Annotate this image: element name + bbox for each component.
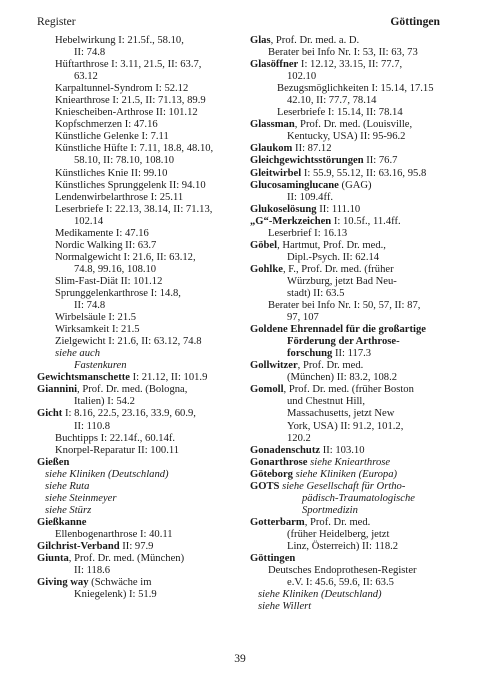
index-text: Knorpel-Reparatur II: 100.11 (55, 444, 180, 456)
index-line (37, 47, 242, 59)
index-line (37, 204, 242, 216)
index-line (250, 59, 450, 71)
index-line (37, 324, 242, 336)
index-line (250, 204, 450, 216)
index-line (250, 565, 450, 577)
index-line (250, 264, 450, 276)
index-line (37, 517, 242, 529)
index-term: Gilchrist-Verband (37, 540, 120, 552)
index-reference: siehe auch (55, 348, 101, 360)
index-text: Berater bei Info Nr. I: 53, II: 63, 73 (268, 47, 418, 59)
index-text: 102.10 (287, 71, 317, 83)
index-text: I: 21.12, II: 101.9 (129, 372, 208, 384)
index-text: , F., Prof. Dr. med. (früher (282, 263, 394, 275)
index-line (37, 421, 242, 433)
index-line (37, 180, 242, 192)
index-term: Glassman (250, 119, 295, 131)
index-text: Hebelwirkung I: 21.5f., 58.10, (55, 35, 184, 46)
index-text: (München) II: 83.2, 108.2 (287, 372, 398, 384)
index-text: Massachusetts, jetzt New (287, 408, 395, 420)
index-text: II: 118.6 (74, 565, 111, 577)
index-text: , Hartmut, Prof. Dr. med., (277, 239, 386, 251)
index-term: Gollwitzer (250, 360, 298, 372)
index-text: II: 117.3 (332, 348, 372, 360)
index-line (37, 143, 242, 155)
index-term: Glucosaminglucane (250, 179, 339, 191)
index-line (250, 457, 450, 469)
index-text: Hüftarthrose I: 3.11, 21.5, II: 63.7, (55, 59, 202, 71)
index-term: Gonarthrose (250, 456, 308, 468)
index-line (250, 493, 450, 505)
index-line (37, 240, 242, 252)
index-term: Gomoll (250, 384, 284, 396)
index-text: II: 87.12 (292, 143, 332, 155)
index-term: Förderung der Arthrose- (287, 336, 400, 348)
index-term: forschung (287, 348, 333, 360)
index-text: 58.10, II: 78.10, 108.10 (74, 155, 175, 167)
index-term: Gleichgewichtsstörungen (250, 155, 364, 167)
index-text: , Prof. Dr. med. (Louisville, (294, 119, 413, 131)
index-line (37, 529, 242, 541)
index-text: 42.10, II: 77.7, 78.14 (287, 95, 377, 107)
index-text: Buchtipps I: 22.14f., 60.14f. (55, 432, 176, 444)
index-term: Gießkanne (37, 516, 87, 528)
index-text: Künstliches Knie II: 99.10 (55, 167, 168, 179)
index-term: Giunta (37, 553, 69, 565)
index-term: Glukoselösung (250, 203, 317, 215)
index-line (250, 276, 450, 288)
index-line (250, 372, 450, 384)
index-term: Gohlke (250, 263, 283, 275)
index-text: II: 110.8 (74, 420, 111, 432)
index-term: Göttingen (250, 553, 296, 565)
index-text: Deutsches Endoprothesen-Register (268, 565, 417, 577)
index-line (37, 445, 242, 457)
index-text: Nordic Walking II: 63.7 (55, 239, 157, 251)
index-line (37, 119, 242, 131)
index-line (37, 457, 242, 469)
index-line (37, 565, 242, 577)
index-line (250, 180, 450, 192)
index-term: „G“-Merkzeichen (250, 215, 332, 227)
index-line (250, 216, 450, 228)
index-text: Medikamente I: 47.16 (55, 227, 149, 239)
index-text: 97, 107 (287, 312, 319, 324)
index-line (250, 541, 450, 553)
index-line (37, 433, 242, 445)
index-line (250, 107, 450, 119)
index-text: Künstliche Hüfte I: 7.11, 18.8, 48.10, (55, 143, 214, 155)
index-text: II: 74.8 (74, 47, 106, 59)
index-line (250, 71, 450, 83)
index-text: II: 111.10 (316, 203, 361, 215)
index-text: (früher Heidelberg, jetzt (287, 528, 390, 540)
index-line (250, 83, 450, 95)
index-term: Göteborg (250, 468, 293, 480)
index-term: Gleitwirbel (250, 167, 302, 179)
index-term: Gießen (37, 456, 70, 468)
index-text: II: 103.10 (320, 444, 365, 456)
index-text: , Prof. Dr. med. (München) (68, 553, 185, 565)
index-line (37, 131, 242, 143)
index-text: Ellenbogenarthrose I: 40.11 (55, 528, 173, 540)
index-text: 102.14 (74, 215, 104, 227)
index-text: Zielgewicht I: 21.6, II: 63.12, 74.8 (55, 336, 202, 348)
index-term: Gotterbarm (250, 516, 305, 528)
index-text: York, USA) II: 91.2, 101.2, (287, 420, 404, 432)
index-line (37, 505, 242, 517)
index-line (250, 529, 450, 541)
index-line (250, 131, 450, 143)
index-line (37, 360, 242, 372)
index-line (250, 589, 450, 601)
index-text: Linz, Österreich) II: 118.2 (287, 540, 399, 552)
index-text: II: 97.9 (119, 540, 154, 552)
index-line (37, 553, 242, 565)
index-line (37, 107, 242, 119)
index-line (37, 577, 242, 589)
index-text: Leserbriefe I: 15.14, II: 78.14 (277, 107, 403, 119)
index-term: Glasöffner (250, 59, 299, 71)
index-term: Goldene Ehrennadel für die großartige (250, 324, 426, 336)
index-line (250, 577, 450, 589)
index-line (250, 445, 450, 457)
index-text: Slim-Fast-Diät II: 101.12 (55, 275, 163, 287)
index-text: Kniescheiben-Arthrose II: 101.12 (55, 107, 198, 119)
index-line (37, 493, 242, 505)
index-line (37, 408, 242, 420)
index-text: I: 8.16, 22.5, 23.16, 33.9, 60.9, (62, 408, 196, 420)
index-reference: siehe Kliniken (Deutschland) (258, 589, 382, 601)
index-column-left (37, 35, 242, 601)
index-text: 63.12 (74, 71, 98, 83)
index-text: I: 10.5f., 11.4ff. (331, 215, 401, 227)
index-text: Italien) I: 54.2 (74, 396, 135, 408)
index-reference: siehe Kliniken (Deutschland) (45, 468, 169, 480)
index-line (250, 252, 450, 264)
index-line (250, 601, 450, 613)
index-line (37, 155, 242, 167)
index-line (250, 35, 450, 47)
index-term: Gonadenschutz (250, 444, 321, 456)
index-term: Giannini (37, 384, 78, 396)
index-line (250, 143, 450, 155)
index-line (250, 324, 450, 336)
index-text: II: 76.7 (363, 155, 398, 167)
index-term: Glas (250, 35, 271, 46)
index-line (37, 589, 242, 601)
index-line (37, 83, 242, 95)
index-line (37, 71, 242, 83)
index-line (37, 276, 242, 288)
index-text: e.V. I: 45.6, 59.6, II: 63.5 (287, 577, 394, 589)
index-line (37, 348, 242, 360)
index-line (37, 469, 242, 481)
index-line (250, 384, 450, 396)
index-line (37, 192, 242, 204)
index-reference: siehe Stürz (45, 504, 92, 516)
index-line (250, 505, 450, 517)
index-line (250, 300, 450, 312)
index-line (250, 240, 450, 252)
index-line (250, 119, 450, 131)
index-text: Normalgewicht I: 21.6, II: 63.12, (55, 251, 196, 263)
index-text: , Prof. Dr. med. (Bologna, (77, 384, 188, 396)
index-line (250, 95, 450, 107)
index-line (250, 336, 450, 348)
index-text: (Schwäche im (88, 577, 152, 589)
index-line (37, 336, 242, 348)
index-line (250, 408, 450, 420)
index-line (250, 348, 450, 360)
index-text: 120.2 (287, 432, 311, 444)
index-line (37, 168, 242, 180)
index-text: Wirbelsäule I: 21.5 (55, 312, 137, 324)
index-line (250, 481, 450, 493)
index-text: Berater bei Info Nr. I: 50, 57, II: 87, (268, 300, 421, 312)
index-text: 74.8, 99.16, 108.10 (74, 263, 157, 275)
index-line (37, 264, 242, 276)
index-term: Göbel (250, 239, 278, 251)
index-reference: siehe Ruta (45, 480, 90, 492)
running-header (37, 14, 440, 30)
index-line (37, 252, 242, 264)
index-column-right (250, 35, 450, 613)
index-text: Lendenwirbelarthrose I: 25.11 (55, 191, 184, 203)
index-term: Gicht (37, 408, 63, 420)
index-text: II: 109.4ff. (287, 191, 333, 203)
index-line (37, 95, 242, 107)
index-reference: siehe Gesellschaft für Ortho- (279, 480, 406, 492)
index-text: (GAG) (338, 179, 372, 191)
index-text: , Prof. Dr. med. (früher Boston (283, 384, 414, 396)
index-text: Würzburg, jetzt Bad Neu- (287, 275, 397, 287)
index-line (37, 396, 242, 408)
index-reference: pädisch-Traumatologische (302, 492, 415, 504)
index-term: GOTS (250, 480, 280, 492)
index-line (37, 35, 242, 47)
index-line (37, 228, 242, 240)
index-line (37, 216, 242, 228)
index-line (37, 541, 242, 553)
index-reference: siehe Kliniken (Europa) (292, 468, 398, 480)
index-line (37, 372, 242, 384)
index-line (37, 481, 242, 493)
index-reference: siehe Willert (258, 601, 312, 613)
index-line (37, 59, 242, 71)
index-text: Leserbrief I: 16.13 (268, 227, 348, 239)
index-reference: Sportmedizin (302, 504, 358, 516)
index-text: , Prof. Dr. med. a. D. (270, 35, 360, 46)
index-line (250, 312, 450, 324)
index-text: Künstliches Sprunggelenk II: 94.10 (55, 179, 206, 191)
index-text: , Prof. Dr. med. (297, 360, 364, 372)
header-left: Register (37, 15, 76, 28)
index-line (37, 384, 242, 396)
index-line (250, 360, 450, 372)
index-reference: siehe Steinmeyer (45, 492, 117, 504)
index-line (250, 433, 450, 445)
index-text: II: 74.8 (74, 300, 106, 312)
index-line (37, 312, 242, 324)
index-line (250, 168, 450, 180)
index-line (250, 553, 450, 565)
index-term: Glaukom (250, 143, 293, 155)
index-line (250, 469, 450, 481)
index-line (250, 517, 450, 529)
index-text: Kniegelenk) I: 51.9 (74, 589, 157, 601)
index-line (37, 300, 242, 312)
index-line (250, 155, 450, 167)
index-text: I: 55.9, 55.12, II: 63.16, 95.8 (301, 167, 427, 179)
index-line (37, 288, 242, 300)
index-text: Leserbriefe I: 22.13, 38.14, II: 71.13, (55, 203, 213, 215)
index-line (250, 288, 450, 300)
index-text: , Prof. Dr. med. (304, 516, 371, 528)
index-text: Dipl.-Psych. II: 62.14 (287, 251, 380, 263)
index-reference: Fastenkuren (74, 360, 127, 372)
index-text: Kentucky, USA) II: 95-96.2 (287, 131, 406, 143)
index-text: Kopfschmerzen I: 47.16 (55, 119, 158, 131)
index-text: Wirksamkeit I: 21.5 (55, 324, 140, 336)
index-line (250, 228, 450, 240)
index-term: Giving way (37, 577, 89, 589)
index-line (250, 421, 450, 433)
index-text: stadt) II: 63.5 (287, 287, 345, 299)
index-text: I: 12.12, 33.15, II: 77.7, (298, 59, 403, 71)
index-reference: siehe Kniearthrose (307, 456, 391, 468)
page-number: 39 (234, 652, 246, 665)
index-text: Künstliche Gelenke I: 7.11 (55, 131, 169, 143)
index-text: Kniearthrose I: 21.5, II: 71.13, 89.9 (55, 95, 206, 107)
index-text: Bezugsmöglichkeiten I: 15.14, 17.15 (277, 83, 434, 95)
header-right: Göttingen (390, 15, 440, 28)
index-text: Karpaltunnel-Syndrom I: 52.12 (55, 83, 189, 95)
index-line (250, 47, 450, 59)
index-line (250, 192, 450, 204)
index-text: Sprunggelenkarthrose I: 14.8, (55, 287, 181, 299)
index-line (250, 396, 450, 408)
index-term: Gewichtsmanschette (37, 372, 130, 384)
index-text: und Chestnut Hill, (287, 396, 365, 408)
